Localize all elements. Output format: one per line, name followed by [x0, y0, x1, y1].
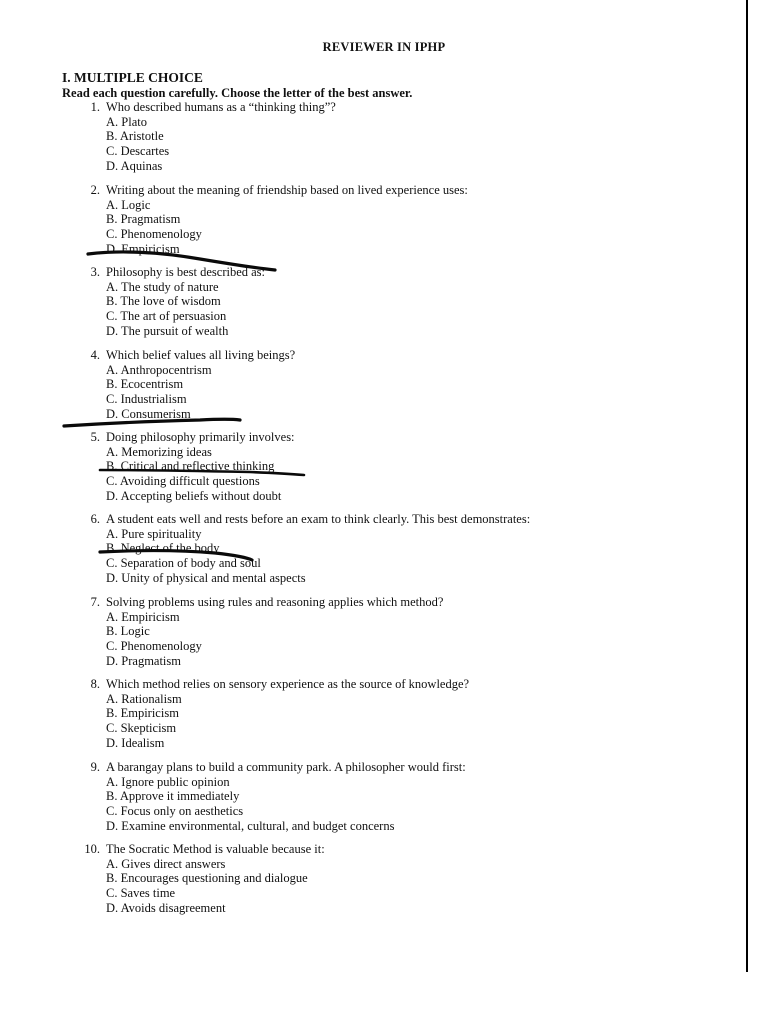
option-d: D. Pragmatism: [106, 653, 181, 668]
option-a: A. Rationalism: [106, 691, 182, 706]
section-heading: I. MULTIPLE CHOICE: [62, 70, 203, 85]
option-a: A. Empiricism: [106, 609, 180, 624]
option-a: A. Pure spirituality: [106, 526, 202, 541]
option-d: D. Aquinas: [106, 158, 163, 173]
question-number: 10.: [84, 842, 100, 856]
instructions: Read each question carefully. Choose the letter of the best answer.: [62, 86, 413, 100]
option-b: B. Critical and reflective thinking: [106, 459, 275, 474]
question-number: 3.: [90, 265, 100, 279]
option-b: B. Logic: [106, 624, 150, 639]
question-number: 5.: [90, 430, 100, 444]
question-5: [0, 430, 700, 503]
question-6: [0, 512, 700, 585]
option-d: D. Unity of physical and mental aspects: [106, 570, 306, 585]
question-1: [0, 100, 700, 173]
option-c: C. Phenomenology: [106, 227, 202, 242]
question-text: Which method relies on sensory experience as the source of knowledge?: [106, 677, 470, 691]
question-10: [0, 842, 700, 915]
option-b: B. Approve it immediately: [106, 789, 240, 804]
question-text: Who described humans as a “thinking thing”?: [106, 100, 336, 114]
question-number: 7.: [90, 595, 100, 609]
option-b: B. Pragmatism: [106, 212, 181, 227]
question-text: Doing philosophy primarily involves:: [106, 430, 295, 444]
option-d: D. Accepting beliefs without doubt: [106, 488, 282, 503]
question-number: 6.: [90, 512, 100, 526]
question-9: [0, 760, 700, 833]
option-c: C. Saves time: [106, 886, 176, 901]
option-b: B. Aristotle: [106, 129, 164, 144]
question-number: 8.: [90, 677, 100, 691]
option-a: A. Memorizing ideas: [106, 444, 212, 459]
option-c: C. The art of persuasion: [106, 309, 227, 324]
question-7: [0, 595, 700, 668]
option-a: A. Gives direct answers: [106, 856, 226, 871]
option-b: B. Encourages questioning and dialogue: [106, 871, 308, 886]
option-d: D. Empiricism: [106, 241, 180, 256]
option-a: A. Logic: [106, 197, 151, 212]
option-c: C. Descartes: [106, 144, 170, 159]
option-d: D. Consumerism: [106, 406, 191, 421]
option-a: A. The study of nature: [106, 279, 219, 294]
option-d: D. The pursuit of wealth: [106, 323, 229, 338]
question-text: The Socratic Method is valuable because it:: [106, 842, 325, 856]
option-c: C. Skepticism: [106, 721, 177, 736]
option-b: B. The love of wisdom: [106, 294, 221, 309]
question-text: Philosophy is best described as:: [106, 265, 266, 279]
question-text: A student eats well and rests before an exam to think clearly. This best demonstrates:: [106, 512, 531, 526]
option-d: D. Avoids disagreement: [106, 900, 226, 915]
question-number: 9.: [90, 760, 100, 774]
option-c: C. Separation of body and soul: [106, 556, 261, 571]
option-c: C. Focus only on aesthetics: [106, 804, 244, 819]
question-text: Solving problems using rules and reasoning applies which method?: [106, 595, 444, 609]
option-a: A. Anthropocentrism: [106, 362, 212, 377]
question-text: A barangay plans to build a community park. A philosopher would first:: [106, 760, 466, 774]
option-d: D. Idealism: [106, 735, 165, 750]
option-a: A. Ignore public opinion: [106, 774, 230, 789]
page-edge-line: [746, 0, 748, 972]
question-3: [0, 265, 700, 338]
question-2: [0, 183, 700, 256]
question-number: 1.: [90, 100, 100, 114]
option-c: C. Avoiding difficult questions: [106, 474, 260, 489]
option-b: B. Ecocentrism: [106, 377, 184, 392]
document-title: REVIEWER IN IPHP: [322, 40, 446, 54]
option-b: B. Empiricism: [106, 706, 179, 721]
question-text: Writing about the meaning of friendship based on lived experience uses:: [106, 183, 468, 197]
question-text: Which belief values all living beings?: [106, 348, 296, 362]
option-d: D. Examine environmental, cultural, and budget concerns: [106, 818, 395, 833]
option-b: B. Neglect of the body: [106, 541, 220, 556]
question-4: [0, 348, 700, 421]
option-c: C. Phenomenology: [106, 639, 202, 654]
option-c: C. Industrialism: [106, 392, 187, 407]
option-a: A. Plato: [106, 114, 147, 129]
question-8: [0, 677, 700, 750]
question-number: 4.: [90, 348, 100, 362]
question-number: 2.: [90, 183, 100, 197]
